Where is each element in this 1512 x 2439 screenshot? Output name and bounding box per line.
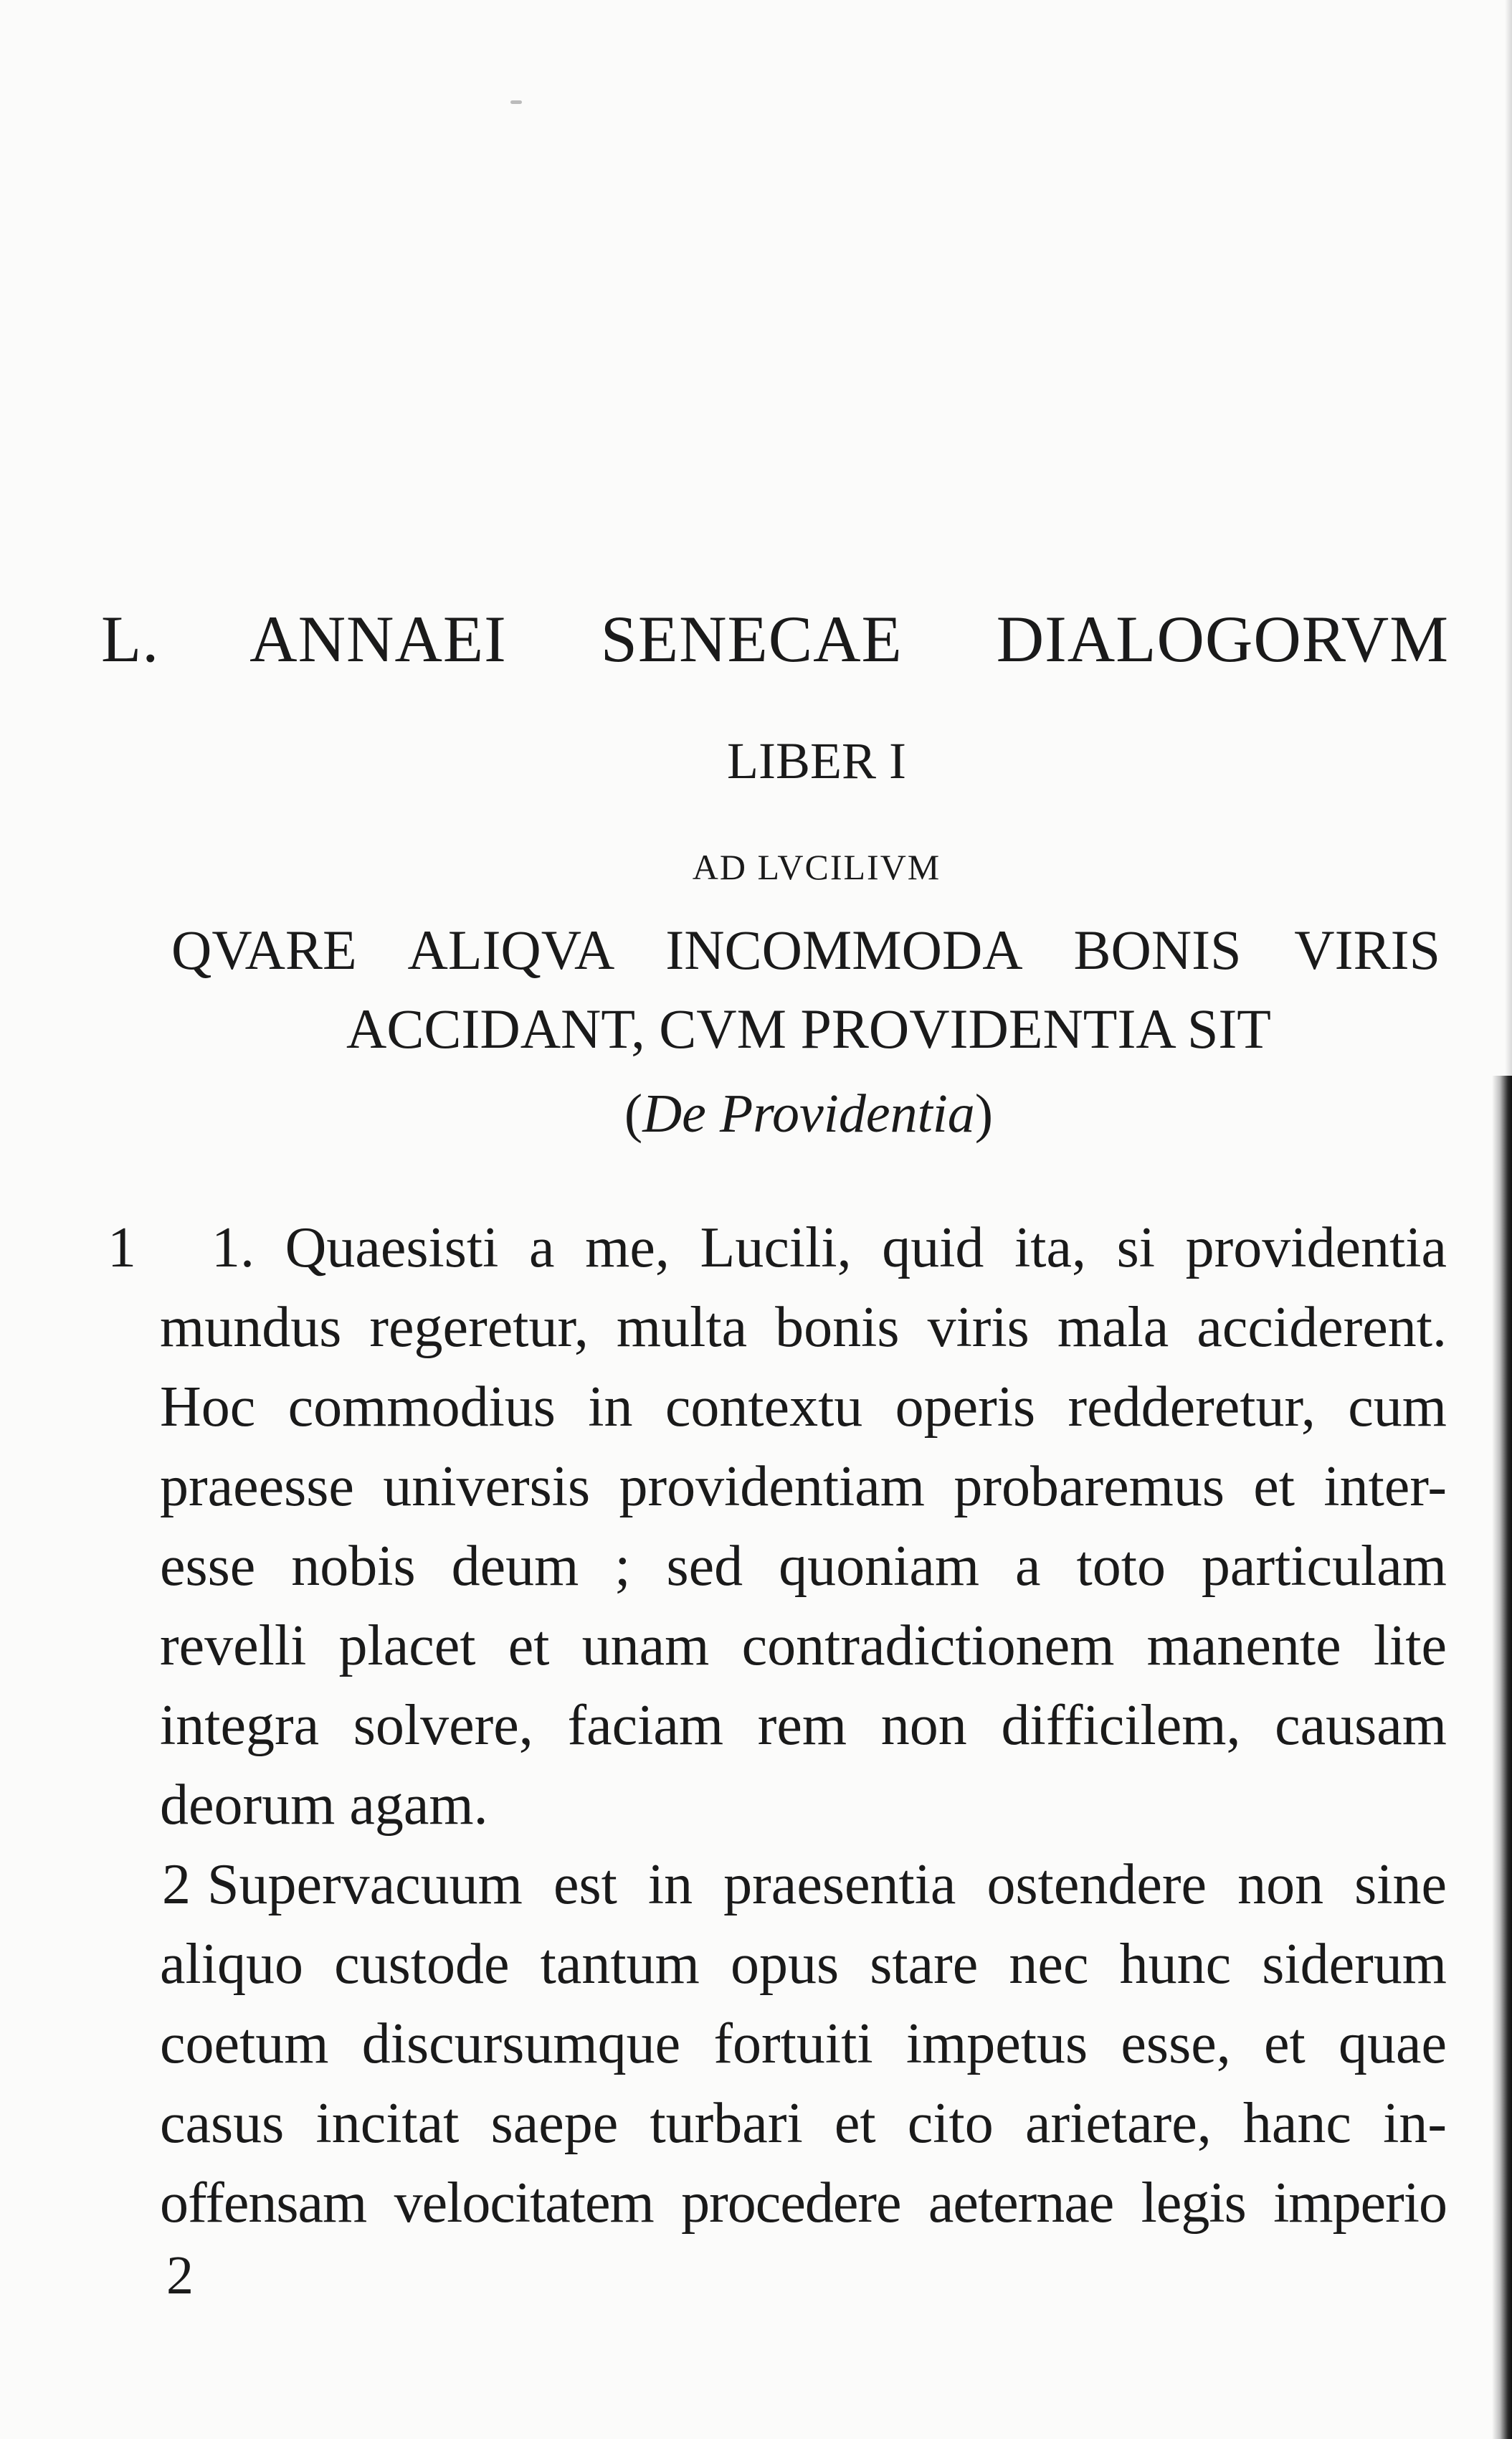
text-line: mundus regeretur, multa bonis viris mala acciderent. [160, 1296, 1447, 1359]
alternate-title-text: De Providentia [642, 1084, 975, 1144]
text-line: integra solvere, faciam rem non difficilem, causam [160, 1694, 1447, 1757]
subtitle-line-1: QVARE ALIQVA INCOMMODA BONIS VIRIS [171, 919, 1440, 981]
text-line: deorum agam. [160, 1773, 488, 1837]
addressee: AD LVCILIVM [692, 847, 941, 887]
subtitle-line-2: ACCIDANT, CVM PROVIDENTIA SIT [346, 998, 1271, 1060]
page-number: 2 [166, 2245, 194, 2306]
scan-speck [510, 100, 522, 104]
text-line: aliquo custode tantum opus stare nec hunc siderum [160, 1933, 1447, 1996]
text-line: esse nobis deum ; sed quoniam a toto particulam [160, 1535, 1447, 1598]
text-line: revelli placet et unam contradictionem manente lite [160, 1614, 1447, 1677]
work-title: L. ANNAEI SENECAE DIALOGORVM [101, 602, 1449, 676]
text-line: 1. Quaesisti a me, Lucili, quid ita, si providentia [211, 1216, 1447, 1279]
margin-chapter-number: 1 [108, 1216, 136, 1279]
text-line: casus incitat saepe turbari et cito arietare, hanc in- [160, 2092, 1447, 2155]
paren-close: ) [974, 1084, 994, 1144]
text-line: Hoc commodius in contextu operis redderetur, cum [160, 1375, 1447, 1439]
text-line: coetum discursumque fortuiti impetus esse, et quae [160, 2012, 1447, 2075]
margin-section-number: 2 [162, 1853, 191, 1916]
alternate-title [624, 1083, 993, 1145]
text-line: praeesse universis providentiam probaremus et inter- [160, 1455, 1447, 1518]
text-line: offensam velocitatem procedere aeternae legis imperio [160, 2172, 1447, 2235]
binding-edge-shadow [1492, 1076, 1512, 2439]
book-number: LIBER I [727, 732, 906, 790]
text-line: Supervacuum est in praesentia ostendere non sine [207, 1853, 1447, 1916]
paren-open: ( [624, 1084, 643, 1144]
page-edge-shadow [1505, 0, 1512, 1076]
